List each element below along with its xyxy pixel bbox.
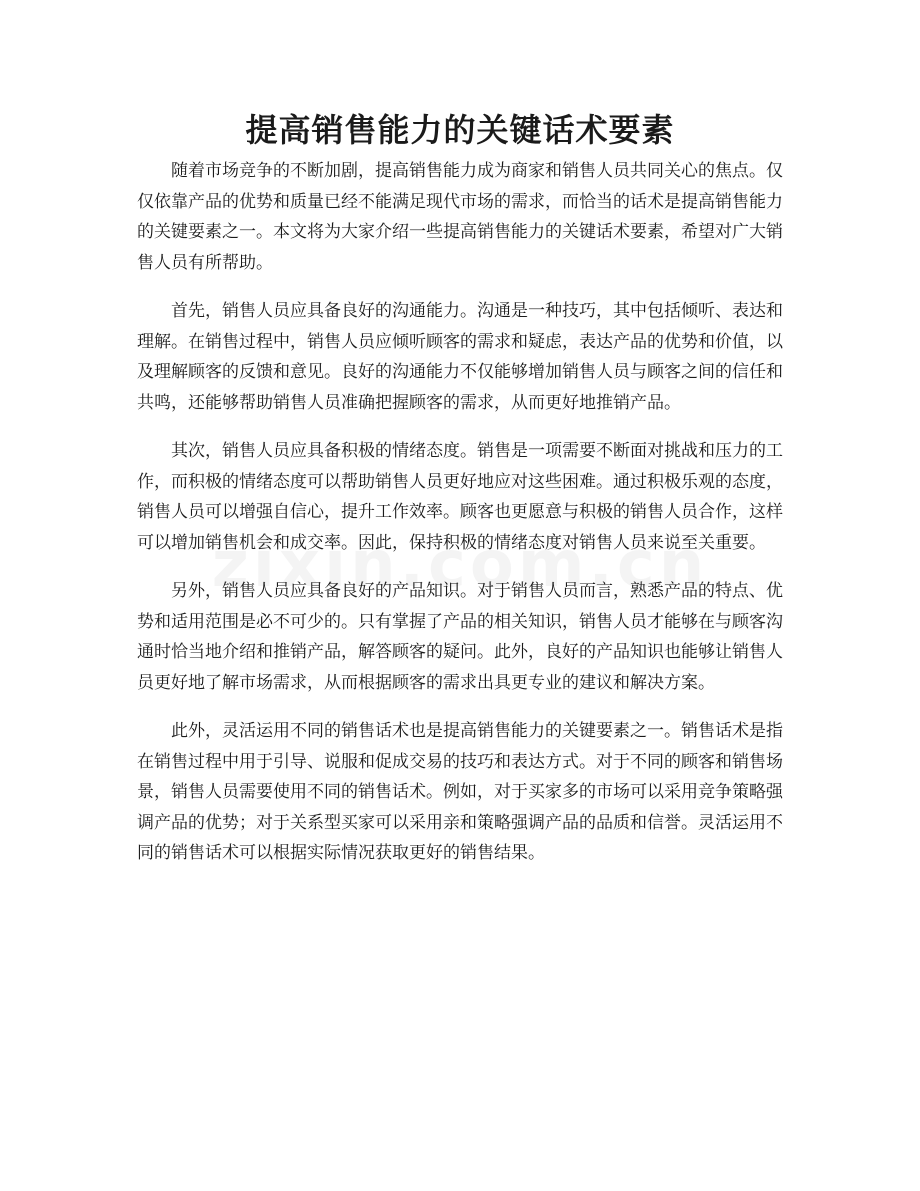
- paragraph-sales-scripts: 此外，灵活运用不同的销售话术也是提高销售能力的关键要素之一。销售话术是指在销售过程中用于引导、说服和促成交易的技巧和表达方式。对于不同的顾客和销售场景，销售人员需要使用不同的销售话术。例如，对于买家多的市场可以采用竞争策略强调产品的优势；对于关系型买家可以采用亲和策略强调产品的品质和信誉。灵活运用不同的销售话术可以根据实际情况获取更好的销售结果。: [137, 721, 783, 863]
- paragraph-communication: 首先，销售人员应具备良好的沟通能力。沟通是一种技巧，其中包括倾听、表达和理解。在销售过程中，销售人员应倾听顾客的需求和疑虑，表达产品的优势和价值，以及理解顾客的反馈和意见。良好的沟通能力不仅能够增加销售人员与顾客之间的信任和共鸣，还能够帮助销售人员准确把握顾客的需求，从而更好地推销产品。: [137, 301, 783, 413]
- paragraph-product-knowledge: 另外，销售人员应具备良好的产品知识。对于销售人员而言，熟悉产品的特点、优势和适用范围是必不可少的。只有掌握了产品的相关知识，销售人员才能够在与顾客沟通时恰当地介绍和推销产品，解答顾客的疑问。此外，良好的产品知识也能够让销售人员更好地了解市场需求，从而根据顾客的需求出具更专业的建议和解决方案。: [137, 581, 783, 693]
- paragraph-intro: 随着市场竞争的不断加剧，提高销售能力成为商家和销售人员共同关心的焦点。仅仅依靠产品的优势和质量已经不能满足现代市场的需求，而恰当的话术是提高销售能力的关键要素之一。本文将为大家介绍一些提高销售能力的关键话术要素，希望对广大销售人员有所帮助。: [137, 161, 783, 273]
- paragraph-attitude: 其次，销售人员应具备积极的情绪态度。销售是一项需要不断面对挑战和压力的工作，而积极的情绪态度可以帮助销售人员更好地应对这些困难。通过积极乐观的态度，销售人员可以增强自信心，提升工作效率。顾客也更愿意与积极的销售人员合作，这样可以增加销售机会和成交率。因此，保持积极的情绪态度对销售人员来说至关重要。: [137, 441, 783, 553]
- document-body: [137, 156, 783, 887]
- document-title: 提高销售能力的关键话术要素: [245, 111, 675, 149]
